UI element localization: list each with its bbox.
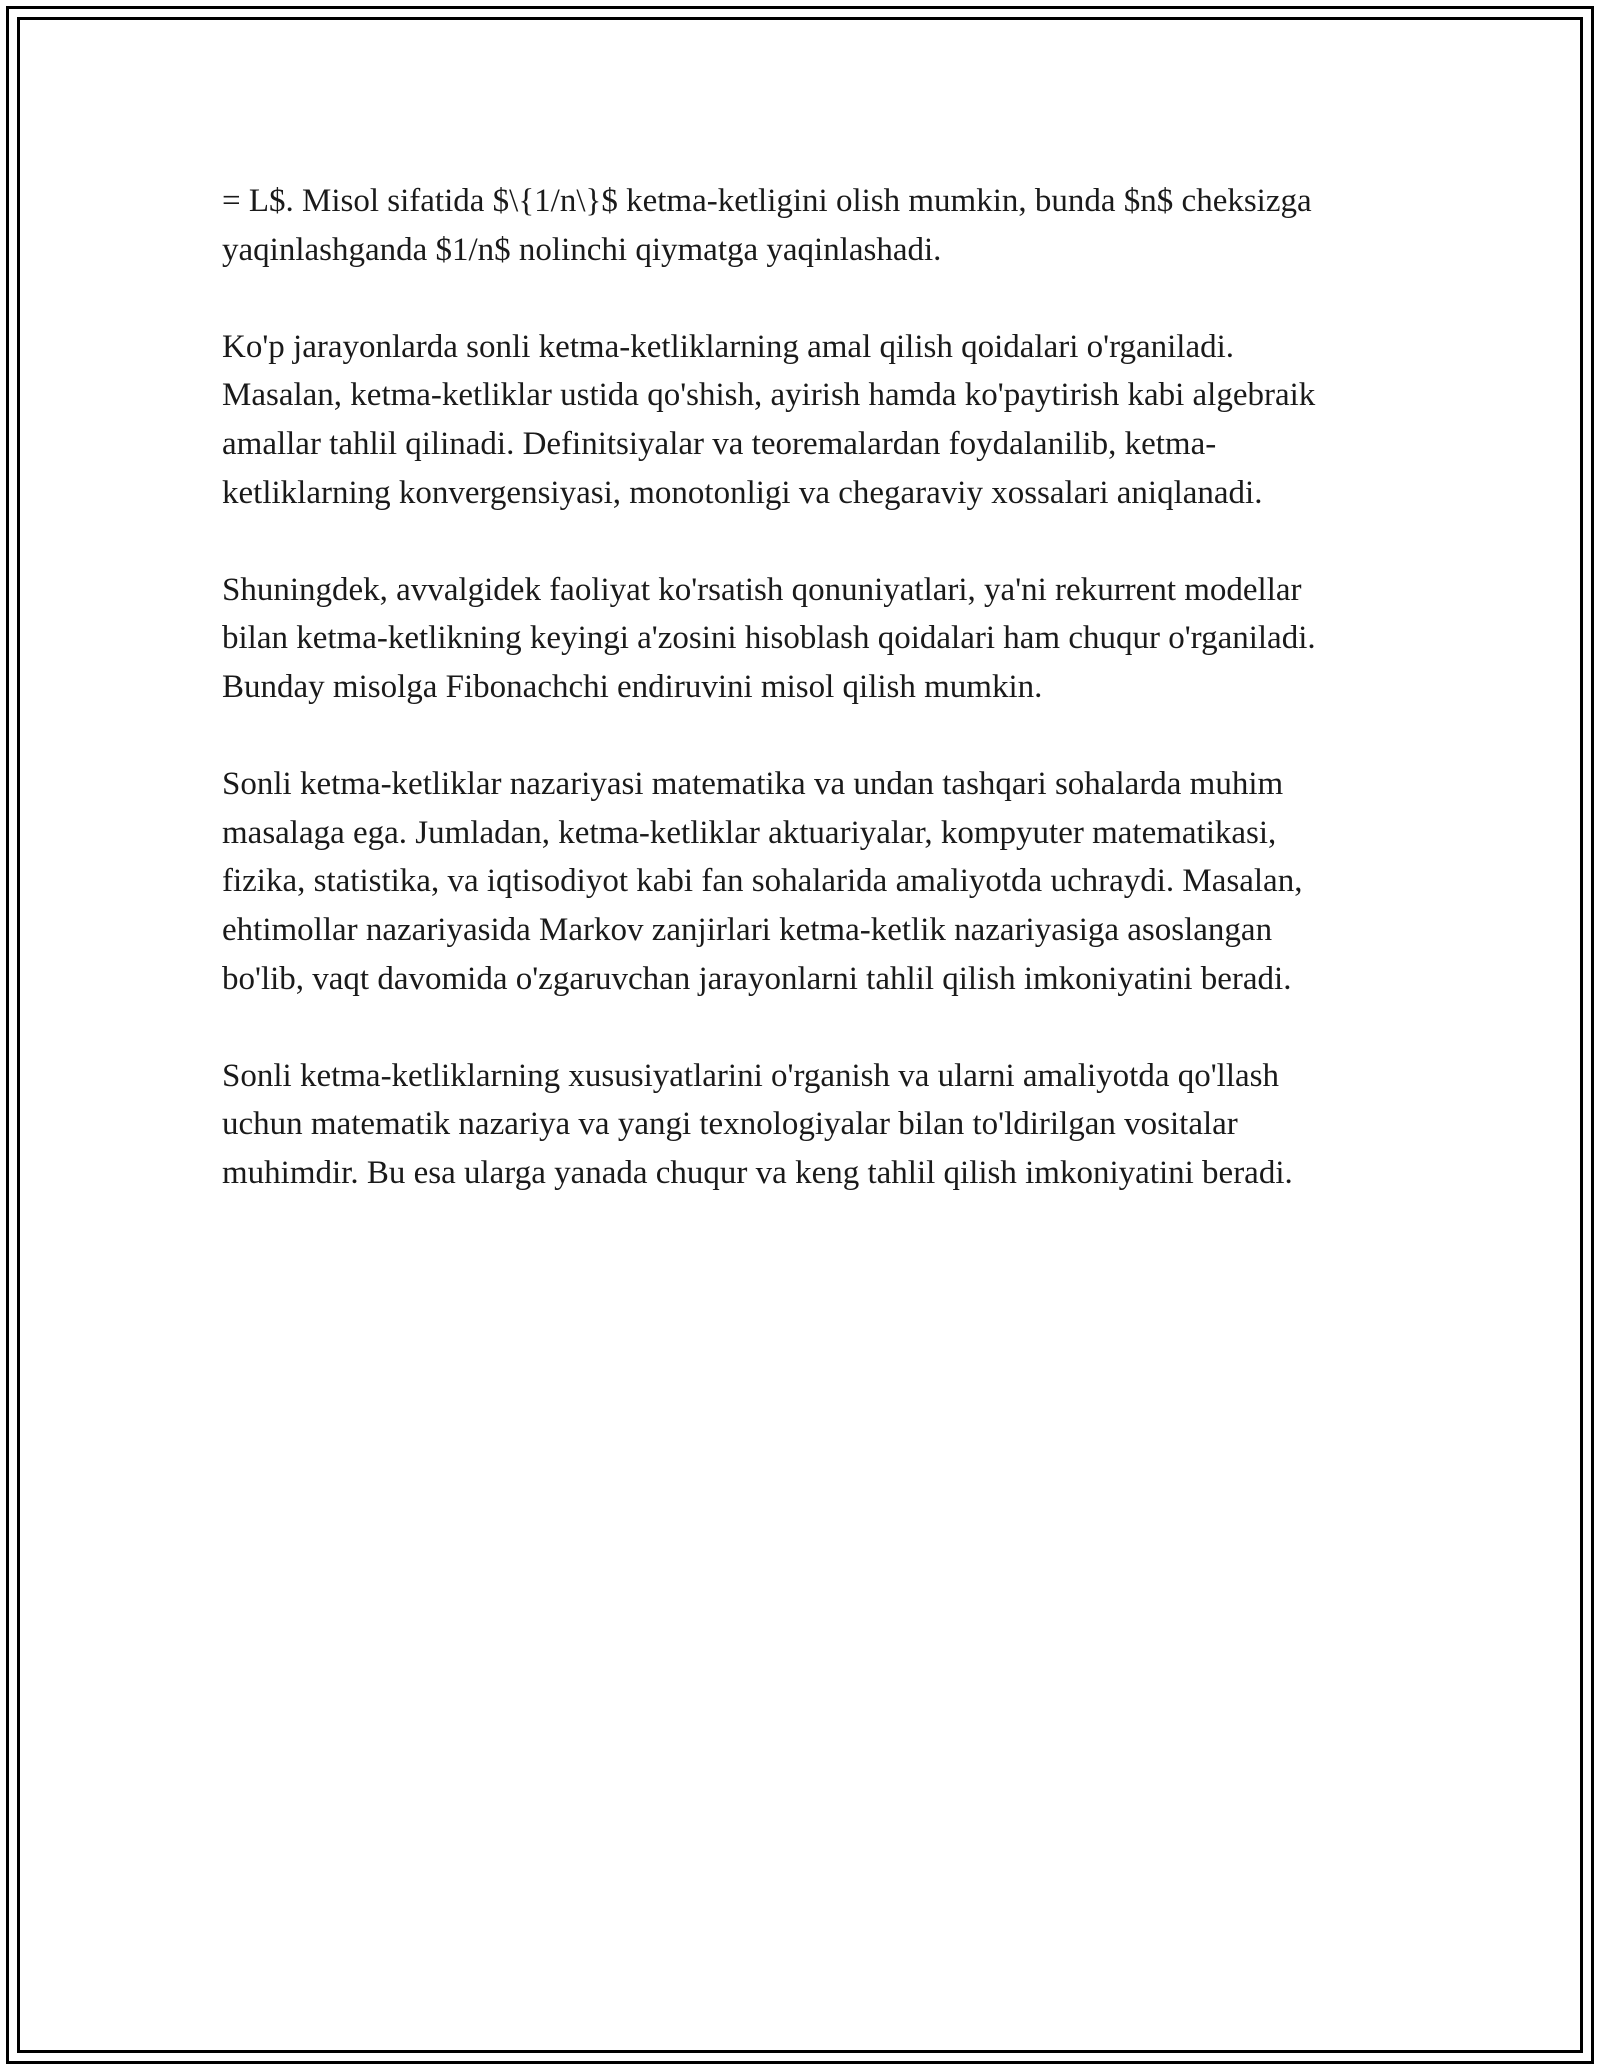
paragraph-recurrence: Shuningdek, avvalgidek faoliyat ko'rsatish qonuniyatlari, ya'ni rekurrent modellar bilan ketma-ketlikning keyingi a'zosini hisoblash qoidalari ham chuqur o'rganiladi. Bunday misolga Fibonachchi endiruvini misol qilish mumkin.: [222, 571, 1316, 705]
paragraph-operations: Ko'p jarayonlarda sonli ketma-ketliklarning amal qilish qoidalari o'rganiladi. Masalan, ketma-ketliklar ustida qo'shish, ayirish hamda ko'paytirish kabi algebraik amallar tahlil qilinadi. Definitsiyalar va teoremalardan foydalanilib, ketma-ketliklarning konvergensiyasi, monotonligi va chegaraviy xossalari aniqlanadi.: [222, 328, 1316, 511]
paragraph-applications: Sonli ketma-ketliklar nazariyasi matematika va undan tashqari sohalarda muhim masalaga ega. Jumladan, ketma-ketliklar aktuariyalar, kompyuter matematikasi, fizika, statistika, va iqtisodiyot kabi fan sohalarida amaliyotda uchraydi. Masalan, ehtimollar nazariyasida Markov zanjirlari ketma-ketlik nazariyasiga asoslangan bo'lib, vaqt davomida o'zgaruvchan jarayonlarni tahlil qilish imkoniyatini beradi.: [222, 766, 1303, 997]
paragraph-limit-example: = L$. Misol sifatida $\{1/n\}$ ketma-ketligini olish mumkin, bunda $n$ cheksizga yaqinlashganda $1/n$ nolinchi qiymatga yaqinlashadi.: [222, 183, 1312, 268]
paragraph-conclusion: Sonli ketma-ketliklarning xususiyatlarini o'rganish va ularni amaliyotda qo'llash uchun matematik nazariya va yangi texnologiyalar bilan to'ldirilgan vositalar muhimdir. Bu esa ularga yanada chuqur va keng tahlil qilish imkoniyatini beradi.: [222, 1057, 1293, 1191]
document-body: [222, 177, 1362, 1246]
